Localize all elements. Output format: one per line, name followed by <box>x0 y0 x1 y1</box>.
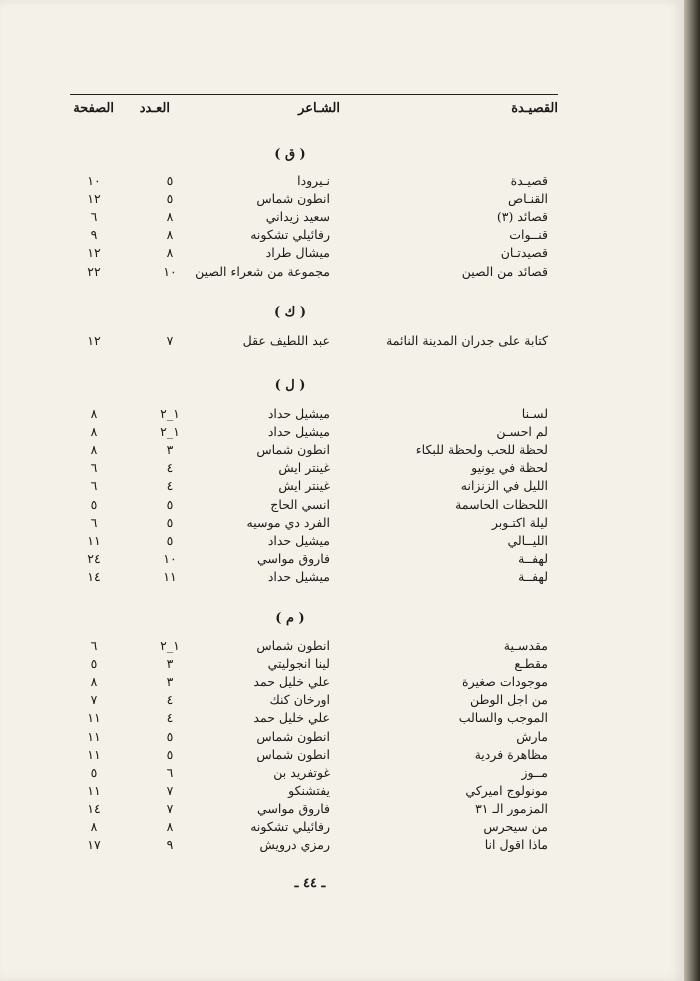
table-row <box>0 478 684 496</box>
page-ref: ٢٢ <box>87 263 101 279</box>
table-row <box>0 656 684 674</box>
poet-name: انطون شماس <box>256 728 330 744</box>
poem-title: من اجل الوطن <box>469 692 548 708</box>
issue-number: ٨ <box>166 245 174 261</box>
poet-name: ميشيل حداد <box>267 424 330 440</box>
page-ref: ٩ <box>90 227 98 243</box>
poet-name: ميشيل حداد <box>267 532 330 548</box>
issue-number: ١٠ <box>163 263 177 279</box>
issue-number: ١_٢ <box>160 406 180 421</box>
table-row <box>0 245 684 263</box>
table-header <box>70 94 558 125</box>
page-ref: ١١ <box>87 710 101 726</box>
table-row <box>0 460 684 478</box>
issue-number: ٤ <box>166 692 174 708</box>
issue-number: ٧ <box>166 782 174 798</box>
issue-number: ٨ <box>166 819 174 834</box>
poem-title: لسـنا <box>521 406 548 421</box>
issue-number: ٥ <box>166 728 174 744</box>
poem-title: مظاهرة فردية <box>474 746 548 762</box>
poet-name: انطون شماس <box>256 191 330 207</box>
poet-name: نـيرودا <box>297 173 330 188</box>
poem-title: مارش <box>516 728 548 744</box>
poet-name: يفتشنكو <box>288 782 330 798</box>
poet-name: اورخان كنك <box>269 692 330 708</box>
poem-title: من سيحرس <box>483 819 548 834</box>
poem-title: الموجب والسالب <box>458 710 548 726</box>
poet-name: انطون شماس <box>256 442 330 458</box>
issue-number: ٥ <box>166 514 174 530</box>
table-row <box>0 333 684 351</box>
poet-name: سعيد زيداني <box>265 209 330 225</box>
poet-name: انطون شماس <box>256 746 330 762</box>
issue-number: ١_٢ <box>160 638 180 653</box>
poet-name: رفائيلي تشكونه <box>250 819 330 834</box>
issue-number: ٤ <box>166 710 174 726</box>
page-ref: ١٤ <box>87 568 101 584</box>
table-row <box>0 191 684 209</box>
table-row <box>0 801 684 819</box>
table-row <box>0 442 684 460</box>
table-row <box>0 424 684 442</box>
poet-name: انطون شماس <box>256 638 330 653</box>
header-poem: القصيـدة <box>511 101 558 116</box>
issue-number: ٩ <box>166 837 174 853</box>
issue-number: ٨ <box>166 227 174 243</box>
poem-title: مونولوج اميركي <box>465 782 548 798</box>
page-ref: ١١ <box>87 728 101 744</box>
table-row <box>0 209 684 227</box>
page-ref: ٨ <box>90 674 98 690</box>
table-row <box>0 515 684 533</box>
poem-title: اللحظات الحاسمة <box>455 496 548 512</box>
poet-name: انسي الحاج <box>270 496 330 512</box>
page-ref: ٦ <box>90 514 98 530</box>
table-row <box>0 638 684 656</box>
book-spine-edge <box>684 0 700 981</box>
page-ref: ٨ <box>90 406 98 421</box>
page-ref: ١٠ <box>87 173 101 188</box>
page-ref: ٥ <box>90 764 98 780</box>
poem-title: موجودات صغيرة <box>462 674 548 690</box>
page-ref: ٥ <box>90 656 98 672</box>
issue-number: ٥ <box>166 191 174 207</box>
poem-title: القنـاص <box>508 191 548 207</box>
poet-name: رفائيلي تشكونه <box>250 227 330 243</box>
issue-number: ٥ <box>166 496 174 512</box>
poem-title: قصائد من الصين <box>461 263 548 279</box>
poem-title: لحظة للحب ولحظة للبكاء <box>415 442 548 458</box>
table-row <box>0 264 684 282</box>
issue-number: ٣ <box>166 674 174 690</box>
issue-number: ٥ <box>166 746 174 762</box>
poem-title: قصائد (٣) <box>496 209 548 225</box>
table-row <box>0 533 684 551</box>
page-ref: ٧ <box>90 692 98 708</box>
poet-name: فاروق مواسي <box>256 800 330 816</box>
poet-name: علي خليل حمد <box>253 710 330 726</box>
poem-title: لحظة في يونيو <box>471 460 548 476</box>
table-row <box>0 173 684 191</box>
table-row <box>0 692 684 710</box>
table-row <box>0 710 684 728</box>
page-ref: ١٢ <box>87 333 101 348</box>
issue-number: ١٠ <box>163 550 177 566</box>
poem-title: المزمور الـ ٣١ <box>475 800 548 816</box>
issue-number: ٣ <box>166 442 174 458</box>
poet-name: لينا انجوليتي <box>267 656 330 672</box>
issue-number: ١_٢ <box>160 424 180 440</box>
header-page: الصفحة <box>73 101 114 116</box>
page-ref: ٥ <box>90 496 98 512</box>
table-row <box>0 569 684 587</box>
page-ref: ٦ <box>90 209 98 225</box>
section-letter: ( م ) <box>275 611 305 626</box>
table-row <box>0 551 684 569</box>
poem-title: قصيـدة <box>510 173 548 188</box>
poem-title: الليل في الزنزانه <box>460 478 548 494</box>
poem-title: لم احسـن <box>496 424 548 440</box>
issue-number: ٤ <box>166 460 174 476</box>
issue-number: ٧ <box>166 800 174 816</box>
table-row <box>0 837 684 855</box>
poem-title: مــوز <box>521 764 548 780</box>
poet-name: ميشيل حداد <box>267 568 330 584</box>
page-ref: ٦ <box>90 478 98 494</box>
poet-name: غينتر ايش <box>278 478 330 494</box>
poet-name: رمزي درويش <box>259 837 330 853</box>
issue-number: ٧ <box>166 333 174 348</box>
header-issue: العـدد <box>139 101 170 116</box>
poem-title: مقدسـية <box>503 638 548 653</box>
issue-number: ٤ <box>166 478 174 494</box>
page-ref: ١٢ <box>87 191 101 207</box>
poet-name: عبد اللطيف عقل <box>242 333 330 348</box>
page-number: ـ ٤٤ ـ <box>294 876 326 891</box>
poet-name: فاروق مواسي <box>256 550 330 566</box>
section-letter: ( ق ) <box>274 147 306 162</box>
poem-title: قنــوات <box>509 227 548 243</box>
poem-title: لهفــة <box>518 550 548 566</box>
page-ref: ٦ <box>90 460 98 476</box>
page-ref: ١١ <box>87 746 101 762</box>
poem-title: لهفــة <box>518 568 548 584</box>
poem-title: الليــالي <box>507 532 548 548</box>
page-ref: ٨ <box>90 819 98 834</box>
poem-title: كتابة على جدران المدينة النائمة <box>386 333 548 348</box>
section-letter: ( ك ) <box>273 305 307 320</box>
table-row <box>0 729 684 747</box>
table-row <box>0 819 684 837</box>
table-row <box>0 674 684 692</box>
issue-number: ١١ <box>163 568 177 584</box>
table-row <box>0 765 684 783</box>
page-ref: ١١ <box>87 782 101 798</box>
poet-name: غينتر ايش <box>278 460 330 476</box>
page-ref: ١٧ <box>87 837 101 853</box>
poet-name: مجموعة من شعراء الصين <box>195 263 330 279</box>
page-ref: ٨ <box>90 424 98 440</box>
issue-number: ٣ <box>166 656 174 672</box>
poem-title: ماذا اقول انا <box>484 837 548 853</box>
page-ref: ٦ <box>90 638 98 653</box>
table-row <box>0 406 684 424</box>
poet-name: علي خليل حمد <box>253 674 330 690</box>
poet-name: ميشال طراد <box>265 245 330 261</box>
issue-number: ٦ <box>166 764 174 780</box>
table-row <box>0 747 684 765</box>
issue-number: ٥ <box>166 532 174 548</box>
table-row <box>0 227 684 245</box>
issue-number: ٨ <box>166 209 174 225</box>
poem-title: قصيدتـان <box>500 245 548 261</box>
poem-title: مقطـع <box>514 656 548 672</box>
page-ref: ١٤ <box>87 800 101 816</box>
poet-name: ميشيل حداد <box>267 406 330 421</box>
header-poet: الشـاعر <box>298 101 340 116</box>
poet-name: الفرد دي موسيه <box>246 514 330 530</box>
page-ref: ٢٤ <box>87 550 101 566</box>
page-ref: ٨ <box>90 442 98 458</box>
table-row <box>0 783 684 801</box>
poem-title: ليلة اكتـوبر <box>491 514 548 530</box>
section-letter: ( ل ) <box>274 378 306 393</box>
page-ref: ١٢ <box>87 245 101 261</box>
issue-number: ٥ <box>166 173 174 188</box>
page-ref: ١١ <box>87 532 101 548</box>
table-row <box>0 497 684 515</box>
poet-name: غوتفريد بن <box>273 764 330 780</box>
